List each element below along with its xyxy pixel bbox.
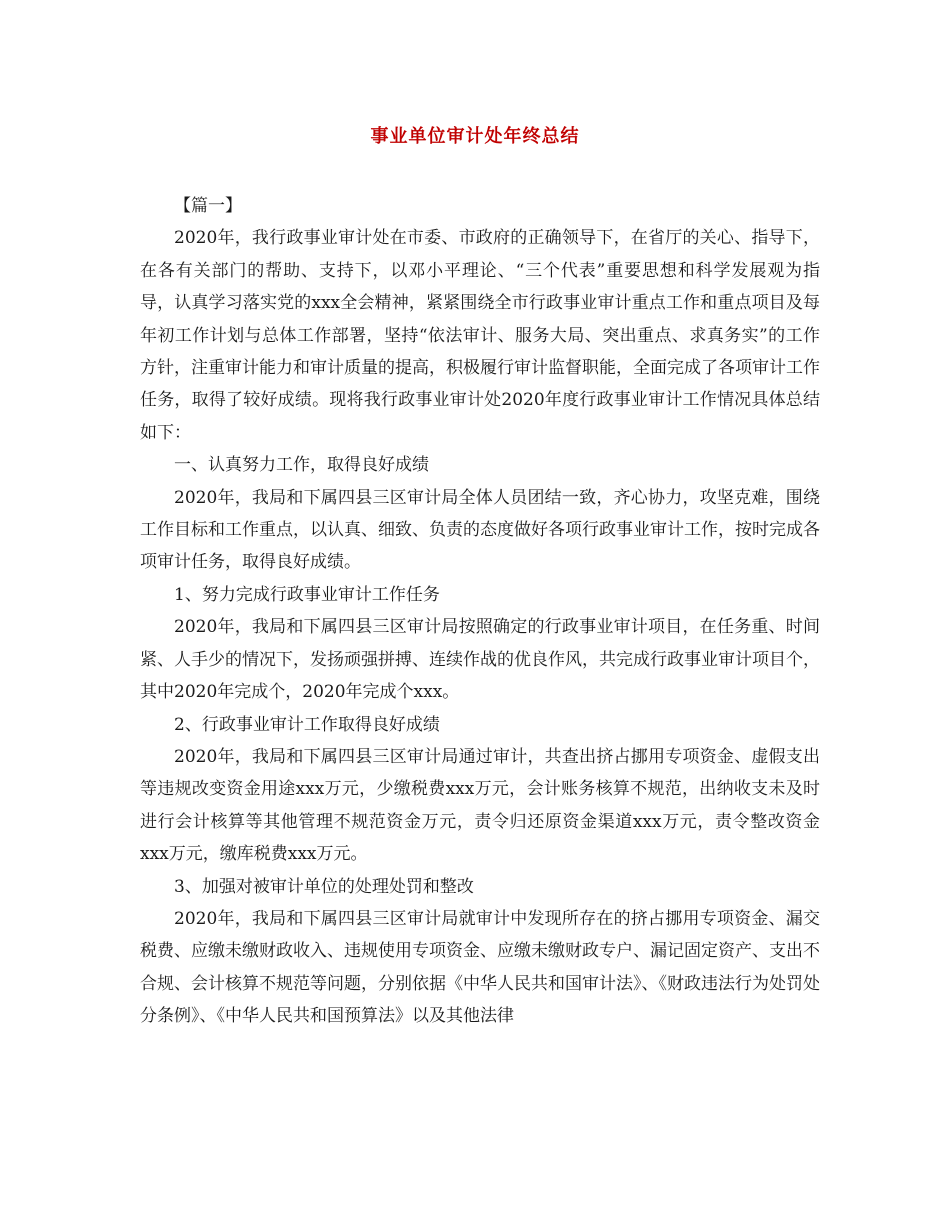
paragraph: 2020年，我行政事业审计处在市委、市政府的正确领导下，在省厅的关心、指导下，在各有关部门的帮助、支持下，以邓小平理论、“三个代表”重要思想和科学发展观为指导，认真学习落实党的xxx全会精神，紧紧围绕全市行政事业审计重点工作和重点项目及每年初工作计划与总体工作部署，坚持“依法审计、服务大局、突出重点、求真务实”的工作方针，注重审计能力和审计质量的提高，积极履行审计监督职能，全面完成了各项审计工作任务，取得了较好成绩。现将我行政事业审计处2020年度行政事业审计工作情况具体总结如下： bbox=[140, 228, 820, 443]
paragraph: 2020年，我局和下属四县三区审计局按照确定的行政事业审计项目，在任务重、时间紧、人手少的情况下，发扬顽强拼搏、连续作战的优良作风，共完成行政事业审计项目个，其中2020年完成个，2020年完成个xxx。 bbox=[140, 617, 820, 703]
section-heading: 【篇一】 bbox=[174, 196, 242, 216]
subsection-heading: 2、行政事业审计工作取得良好成绩 bbox=[174, 714, 440, 735]
section-heading: 一、认真努力工作，取得良好成绩 bbox=[174, 455, 429, 476]
paragraph: 2020年，我局和下属四县三区审计局就审计中发现所存在的挤占挪用专项资金、漏交税费、应缴未缴财政收入、违规使用专项资金、应缴未缴财政专户、漏记固定资产、支出不合规、会计核算不规范等问题，分别依据《中华人民共和国审计法》、《财政违法行为处罚处分条例》、《中华人民共和国预算法》以及其他法律 bbox=[140, 908, 820, 1027]
paragraph: 2020年，我局和下属四县三区审计局全体人员团结一致，齐心协力，攻坚克难，围绕工作目标和工作重点，以认真、细致、负责的态度做好各项行政事业审计工作，按时完成各项审计任务，取得良好成绩。 bbox=[140, 487, 820, 573]
document-body bbox=[140, 190, 820, 1033]
subsection-heading: 1、努力完成行政事业审计工作任务 bbox=[174, 584, 440, 605]
subsection-heading: 3、加强对被审计单位的处理处罚和整改 bbox=[174, 876, 474, 897]
paragraph: 2020年，我局和下属四县三区审计局通过审计，共查出挤占挪用专项资金、虚假支出等违规改变资金用途xxx万元，少缴税费xxx万元，会计账务核算不规范，出纳收支未及时进行会计核算等其他管理不规范资金万元，责令归还原资金渠道xxx万元，责令整改资金xxx万元，缴库税费xxx万元。 bbox=[140, 746, 820, 865]
document-title: 事业单位审计处年终总结 bbox=[370, 126, 580, 147]
